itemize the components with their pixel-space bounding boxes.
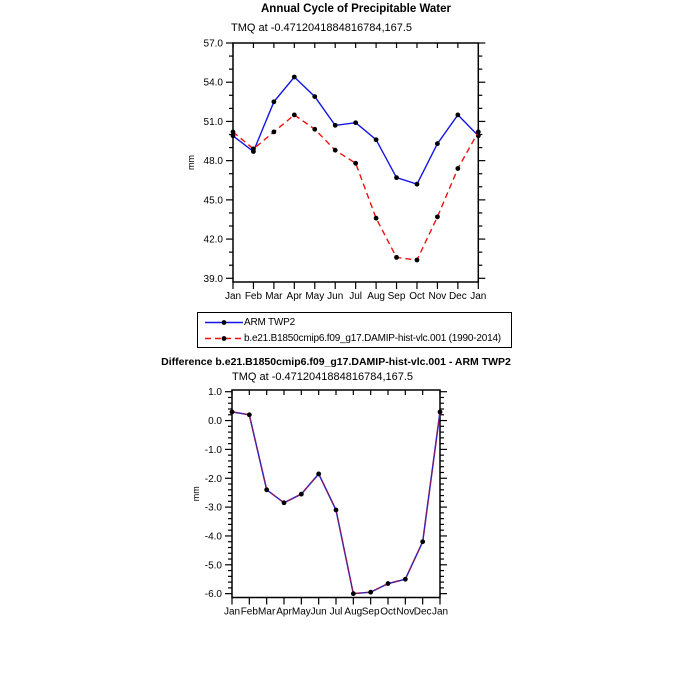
diff-chart-xtick-label: Apr [276, 606, 292, 618]
top-chart-series-0-markers [231, 75, 481, 187]
diff-chart-ylabel: mm [191, 486, 201, 502]
top-chart-ytick-label: 51.0 [203, 116, 223, 128]
diff-chart-xtick-label: Jan [223, 606, 241, 618]
diff-chart-xtick-label: Jul [329, 606, 343, 618]
diff-chart-xtick-label: Sep [361, 606, 380, 618]
diff-chart-title: Difference b.e21.B1850cmip6.f09_g17.DAMIP-hist-vlc.001 - ARM TWP2 [161, 356, 511, 368]
diff-chart-xtick-label: Feb [240, 606, 258, 618]
diff-chart-ytick-label: -1.0 [204, 444, 222, 456]
diff-chart-x-axis [224, 390, 448, 618]
diff-chart-ytick-label: 0.0 [208, 416, 222, 428]
top-chart-series-1-line [233, 115, 478, 260]
diff-chart-xtick-label: Mar [258, 606, 276, 618]
top-chart-xtick-label: May [305, 291, 325, 302]
top-chart-xtick-label: Dec [448, 291, 467, 302]
diff-chart-plot [191, 387, 448, 617]
top-chart-plot [186, 39, 486, 303]
legend-line-sample-solid [204, 316, 244, 329]
top-chart-xtick-label: Apr [286, 291, 303, 302]
diff-chart-xtick-label: Dec [413, 606, 432, 618]
top-chart-ytick-label: 45.0 [203, 195, 223, 207]
legend [197, 312, 512, 348]
diff-chart-frame [232, 390, 440, 598]
top-chart-xtick-label: Nov [428, 291, 447, 302]
top-chart-xtick-label: Sep [387, 291, 406, 302]
diff-chart-series-0-line [232, 412, 440, 594]
top-chart-xtick-label: Mar [265, 291, 283, 302]
diff-chart-subtitle: TMQ at -0.4712041884816784,167.5 [232, 371, 414, 383]
top-chart-xtick-label: Jul [349, 291, 363, 302]
diff-chart-ytick-label: -2.0 [204, 473, 222, 485]
diff-chart-xtick-label: Nov [396, 606, 415, 618]
top-chart-subtitle: TMQ at -0.4712041884816784,167.5 [231, 22, 413, 34]
top-chart-ytick-label: 48.0 [203, 156, 223, 168]
top-chart-x-axis [225, 43, 486, 302]
top-chart-title: Annual Cycle of Precipitable Water [260, 3, 451, 15]
diff-chart-xtick-label: Jan [431, 606, 449, 618]
diff-chart-xtick-label: Oct [380, 606, 396, 618]
legend-label-model: b.e21.B1850cmip6.f09_g17.DAMIP-hist-vlc.001 (1990-2014) [244, 332, 501, 344]
top-chart-xtick-label: Jun [327, 291, 344, 302]
top-chart-ytick-label: 42.0 [203, 234, 223, 246]
diff-chart-ytick-label: -6.0 [204, 589, 222, 601]
legend-label-obs: ARM TWP2 [244, 316, 295, 328]
diff-chart-xtick-label: Aug [344, 606, 363, 618]
top-chart-xtick-label: Feb [244, 291, 263, 302]
top-chart-xtick-label: Jan [224, 291, 242, 302]
diff-chart-xtick-label: Jun [310, 606, 327, 618]
diff-chart-ytick-label: -5.0 [204, 560, 222, 572]
top-chart-xtick-label: Oct [409, 291, 425, 302]
diff-chart-xtick-label: May [291, 606, 311, 618]
top-chart-y-axis [204, 39, 486, 285]
legend-row-obs [204, 314, 511, 330]
top-chart-xtick-label: Jan [470, 291, 487, 302]
diff-chart-ytick-label: -3.0 [204, 502, 222, 514]
top-chart-ytick-label: 57.0 [203, 38, 223, 50]
legend-line-sample-dashed [204, 332, 244, 345]
top-chart-ytick-label: 39.0 [203, 273, 223, 285]
legend-row-model [204, 330, 511, 346]
diff-chart-ytick-label: 1.0 [208, 387, 222, 399]
top-chart-xtick-label: Aug [367, 291, 385, 302]
top-chart-ytick-label: 54.0 [203, 77, 223, 89]
top-chart-ylabel: mm [186, 155, 196, 170]
top-chart-series-0-line [233, 77, 478, 184]
diff-chart-ytick-label: -4.0 [204, 531, 222, 543]
